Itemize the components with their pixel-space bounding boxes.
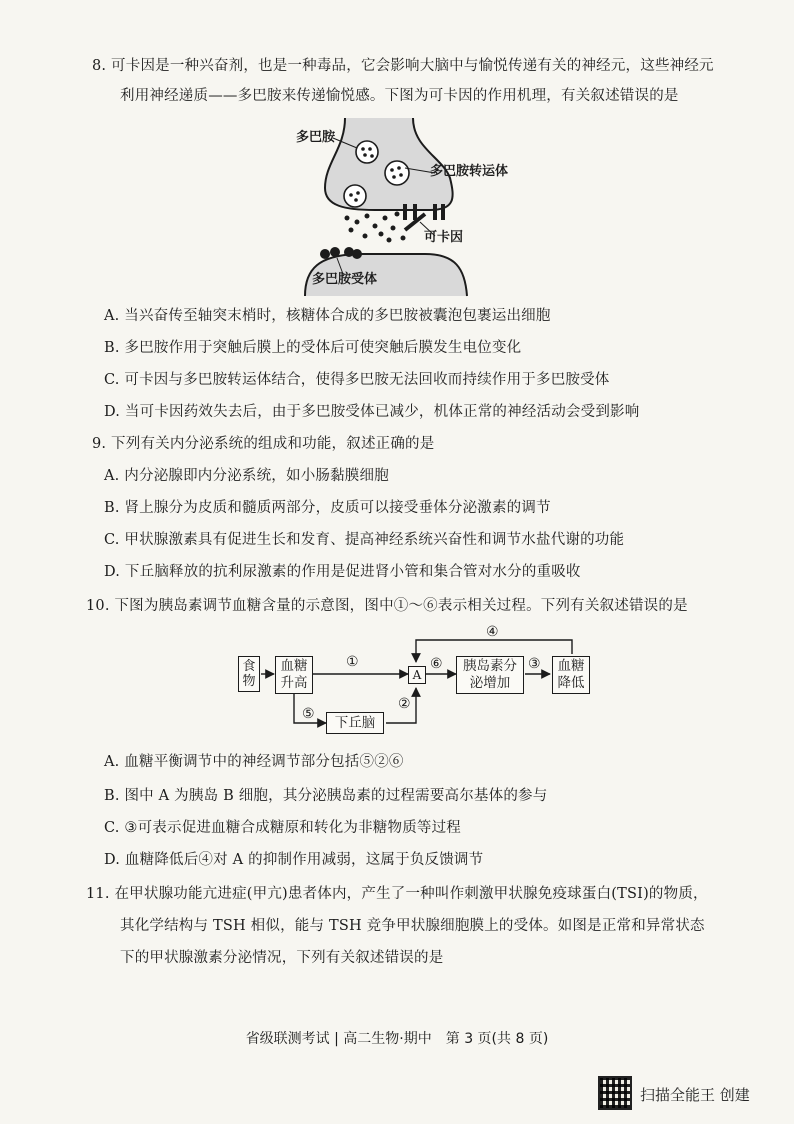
q9-option-a: A. 内分泌腺即内分泌系统，如小肠黏膜细胞 <box>104 468 389 484</box>
step-3: ③ <box>528 656 541 672</box>
q8-option-c: C. 可卡因与多巴胺转运体结合，使得多巴胺无法回收而持续作用于多巴胺受体 <box>104 372 610 388</box>
hypothalamus-box: 下丘脑 <box>326 712 384 734</box>
q8-stem-line2: 利用神经递质——多巴胺来传递愉悦感。下图为可卡因的作用机理，有关叙述错误的是 <box>120 88 679 104</box>
label-dopamine-receptor: 多巴胺受体 <box>312 272 378 287</box>
insulin-secretion-box: 胰岛素分 泌增加 <box>456 656 524 694</box>
box-a: A <box>408 666 426 684</box>
qr-code-icon <box>598 1076 632 1110</box>
q8-option-d: D. 当可卡因药效失去后，由于多巴胺受体已减少，机体正常的神经活动会受到影响 <box>104 404 640 420</box>
q10-stem: 10. 下图为胰岛素调节血糖含量的示意图，图中①～⑥表示相关过程。下列有关叙述错误的是 <box>86 598 688 614</box>
q9-option-b: B. 肾上腺分为皮质和髓质两部分，皮质可以接受垂体分泌激素的调节 <box>104 500 551 516</box>
vesicle <box>356 141 378 163</box>
q10-option-a: A. 血糖平衡调节中的神经调节部分包括⑤②⑥ <box>104 754 404 770</box>
q9-option-d: D. 下丘脑释放的抗利尿激素的作用是促进肾小管和集合管对水分的重吸收 <box>104 564 581 580</box>
q8-option-a: A. 当兴奋传至轴突末梢时，核糖体合成的多巴胺被囊泡包裹运出细胞 <box>104 308 551 324</box>
blood-sugar-fall-box: 血糖 降低 <box>552 656 590 694</box>
step-5: ⑤ <box>302 706 315 722</box>
label-dopamine-transporter: 多巴胺转运体 <box>430 164 509 179</box>
label-cocaine: 可卡因 <box>424 230 464 245</box>
step-1: ① <box>346 654 359 670</box>
label-dopamine: 多巴胺 <box>296 130 336 145</box>
step-4: ④ <box>486 624 499 640</box>
q10-option-b: B. 图中 A 为胰岛 B 细胞，其分泌胰岛素的过程需要高尔基体的参与 <box>104 788 548 804</box>
vesicle-fusing <box>344 185 366 207</box>
step-2: ② <box>398 696 411 712</box>
q11-stem-line1: 11. 在甲状腺功能亢进症(甲亢)患者体内，产生了一种叫作刺激甲状腺免疫球蛋白(TSI)的物质， <box>86 886 708 902</box>
dopamine-transporter <box>403 204 407 220</box>
q10-option-d: D. 血糖降低后④对 A 的抑制作用减弱，这属于负反馈调节 <box>104 852 484 868</box>
blood-sugar-rise-box: 血糖 升高 <box>275 656 313 694</box>
q8-stem-line1: 8. 可卡因是一种兴奋剂，也是一种毒品，它会影响大脑中与愉悦传递有关的神经元，这些神经元 <box>92 58 714 74</box>
q9-stem: 9. 下列有关内分泌系统的组成和功能，叙述正确的是 <box>92 436 435 452</box>
step-6: ⑥ <box>430 656 443 672</box>
q8-option-b: B. 多巴胺作用于突触后膜上的受体后可使突触后膜发生电位变化 <box>104 340 522 356</box>
q11-stem-line3: 下的甲状腺激素分泌情况，下列有关叙述错误的是 <box>120 950 444 966</box>
q10-option-c: C. ③可表示促进血糖合成糖原和转化为非糖物质等过程 <box>104 820 461 836</box>
q11-stem-line2: 其化学结构与 TSH 相似，能与 TSH 竞争甲状腺细胞膜上的受体。如图是正常和异常状态 <box>120 918 705 934</box>
scanner-watermark: 扫描全能王 创建 <box>640 1086 750 1104</box>
q9-option-c: C. 甲状腺激素具有促进生长和发育、提高神经系统兴奋性和调节水盐代谢的功能 <box>104 532 625 548</box>
vesicle <box>385 161 409 185</box>
food-box: 食 物 <box>238 656 260 692</box>
page-footer: 省级联测考试 | 高二生物·期中 第 3 页(共 8 页) <box>245 1031 549 1047</box>
